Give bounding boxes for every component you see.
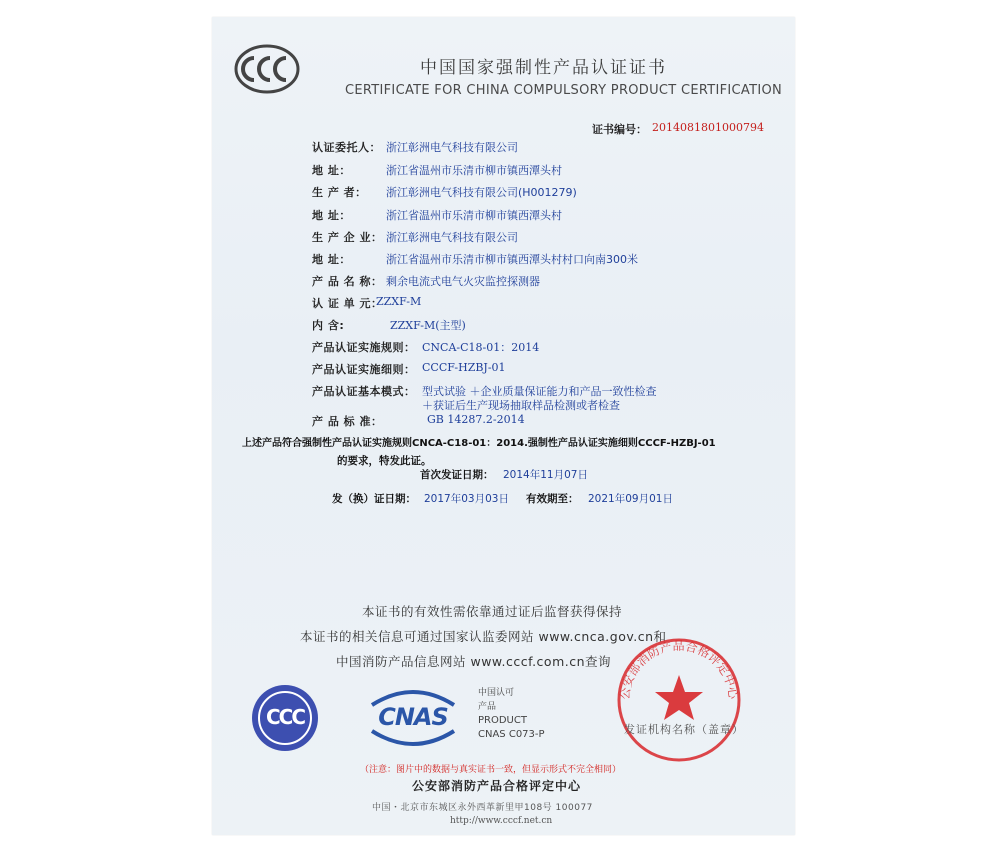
cnas-cn-line-1: 中国认可 xyxy=(478,688,515,698)
first-issue-value: 2014年11月07日 xyxy=(503,469,588,481)
certificate-title-cn: 中国国家强制性产品认证证书 xyxy=(420,58,667,78)
issuer-url: http://www.cccf.net.cn xyxy=(450,816,553,826)
manufacturer-label: 生 产 者： xyxy=(312,186,367,199)
applicant-value: 浙江彰洲电气科技有限公司 xyxy=(386,141,518,154)
cert-mode-label: 产品认证基本模式： xyxy=(312,385,416,398)
address-value: 浙江省温州市乐清市柳市镇西潭头村 xyxy=(386,164,562,177)
valid-until-label: 有效期至： xyxy=(526,493,579,505)
reissue-label: 发（换）证日期： xyxy=(332,493,416,505)
cert-number-label: 证书编号： xyxy=(592,123,647,136)
image-data-notice: （注意：图片中的数据与真实证书一致，但显示形式不完全相同） xyxy=(360,765,622,775)
seal-signature-text: 发证机构名称（盖章） xyxy=(624,723,744,736)
cert-unit-label: 认 证 单 元： xyxy=(312,297,383,310)
factory-label: 生 产 企 业： xyxy=(312,231,383,244)
address-label: 地 址： xyxy=(312,209,351,222)
rules-value: CNCA-C18-01：2014 xyxy=(422,341,540,354)
standard-label: 产 品 标 准： xyxy=(312,415,383,428)
address-label: 地 址： xyxy=(312,253,351,266)
ccc-logo-icon xyxy=(234,44,300,94)
applicant-label: 认证委托人： xyxy=(312,141,381,154)
red-seal-stamp-icon xyxy=(604,635,754,765)
product-name-label: 产 品 名 称： xyxy=(312,275,383,288)
cert-mode-value-1: 型式试验 ＋企业质量保证能力和产品一致性检查 xyxy=(422,385,657,398)
valid-until-value: 2021年09月01日 xyxy=(588,493,673,505)
certificate-title-en: CERTIFICATE FOR CHINA COMPULSORY PRODUCT CERTIFICATION xyxy=(345,83,783,98)
cnas-cn-line-2: 产品 xyxy=(478,702,497,712)
ccc-round-logo-icon xyxy=(252,685,318,751)
details-value: CCCF-HZBJ-01 xyxy=(422,361,506,374)
cert-mode-value-2: ＋获证后生产现场抽取样品检测或者检查 xyxy=(422,399,620,412)
contains-label: 内 含: xyxy=(312,319,345,332)
footer-cnca-line: 本证书的相关信息可通过国家认监委网站 www.cnca.gov.cn和 xyxy=(300,629,667,644)
factory-value: 浙江彰洲电气科技有限公司 xyxy=(386,231,518,244)
issuing-authority: 公安部消防产品合格评定中心 xyxy=(412,779,582,793)
certificate-document xyxy=(212,17,795,835)
cnas-logo-text: CNAS xyxy=(378,703,448,731)
issuer-address: 中国・北京市东城区永外西革新里甲108号 100077 xyxy=(372,803,593,813)
statement-line-1: 上述产品符合强制性产品认证实施规则CNCA-C18-01：2014.强制性产品认证实施细则CCCF-HZBJ-01 xyxy=(242,438,716,449)
cert-number-value: 2014081801000794 xyxy=(652,121,764,134)
reissue-value: 2017年03月03日 xyxy=(424,493,509,505)
product-name-value: 剩余电流式电气火灾监控探测器 xyxy=(386,275,540,288)
standard-value: GB 14287.2-2014 xyxy=(427,413,525,426)
manufacturer-value: 浙江彰洲电气科技有限公司(H001279) xyxy=(386,186,577,199)
rules-label: 产品认证实施规则： xyxy=(312,341,416,354)
address-value: 浙江省温州市乐清市柳市镇西潭头村 xyxy=(386,209,562,222)
cnas-en-line-2: CNAS C073-P xyxy=(478,729,545,740)
contains-value: ZZXF-M(主型) xyxy=(390,319,466,332)
statement-line-2: 的要求，特发此证。 xyxy=(337,455,432,467)
details-label: 产品认证实施细则： xyxy=(312,363,416,376)
footer-cccf-line: 中国消防产品信息网站 www.cccf.com.cn查询 xyxy=(336,654,612,669)
address-value: 浙江省温州市乐清市柳市镇西潭头村村口向南300米 xyxy=(386,253,638,266)
footer-validity-line: 本证书的有效性需依靠通过证后监督获得保持 xyxy=(362,604,623,619)
first-issue-label: 首次发证日期： xyxy=(420,469,494,481)
cnas-en-line-1: PRODUCT xyxy=(478,715,527,726)
cert-unit-value: ZZXF-M xyxy=(376,295,422,308)
address-label: 地 址： xyxy=(312,164,351,177)
ccc-logo-text: CCC xyxy=(265,705,305,729)
svg-text:公安部消防产品合格评定中心: 公安部消防产品合格评定中心 xyxy=(617,638,741,701)
